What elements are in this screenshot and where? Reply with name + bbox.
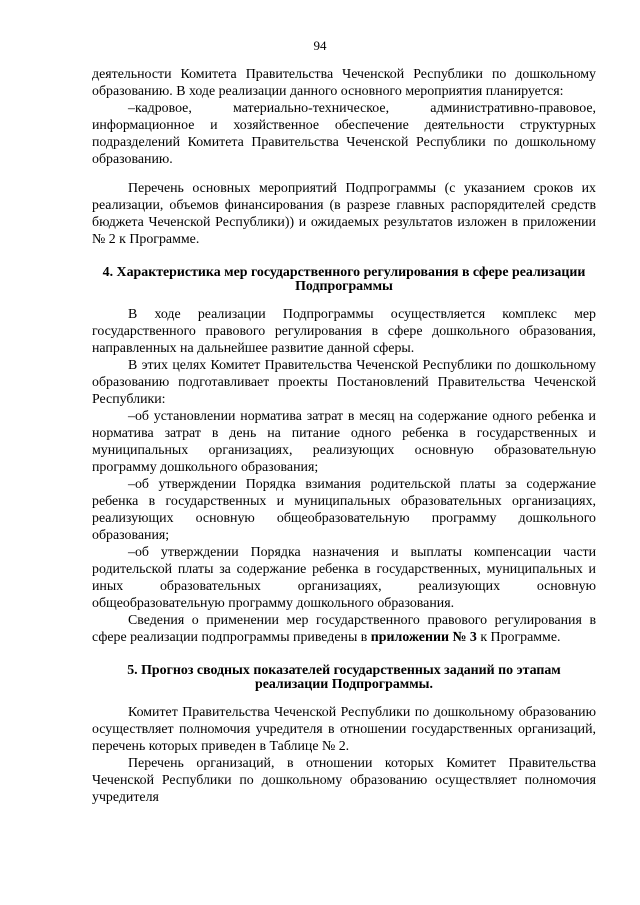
paragraph: В этих целях Комитет Правительства Чеченской Республики по дошкольному образованию подготавливает проекты Постановлений Правительства Чеченской Республики:	[92, 358, 596, 407]
paragraph: –об установлении норматива затрат в месяц на содержание одного ребенка и норматива затрат в день на питание одного ребенка в государственных и муниципальных организациях, реализующих основную образовательную программу дошкольного образования;	[92, 409, 596, 475]
appendix-reference: приложении № 3	[370, 630, 477, 645]
document-body	[92, 66, 596, 806]
paragraph: деятельности Комитета Правительства Чеченской Республики по дошкольному образованию. В ходе реализации данного основного мероприятия планируется:	[92, 67, 596, 99]
paragraph: –об утверждении Порядка взимания родительской платы за содержание ребенка в государственных и муниципальных образовательных организациях, реализующих основную общеобразовательную программу дошкольного образования;	[92, 477, 596, 543]
paragraph: –об утверждении Порядка назначения и выплаты компенсации части родительской платы за содержание ребенка в государственных, муниципальных и иных образовательных организациях, реализующих основную общеобразовательную программу дошкольного образования.	[92, 545, 596, 611]
section-heading-4: 4. Характеристика мер государственного регулирования в сфере реализации Подпрограммы	[102, 265, 586, 294]
paragraph: Комитет Правительства Чеченской Республики по дошкольному образованию осуществляет полномочия учредителя в отношении государственных организаций, перечень которых приведен в Таблице № 2.	[92, 705, 596, 754]
paragraph-text: к Программе.	[476, 630, 561, 645]
section-heading-5: 5. Прогноз сводных показателей государственных заданий по этапам реализации Подпрограммы.	[127, 663, 561, 692]
paragraph: –кадровое, материально-техническое, административно-правовое, информационное и хозяйственное обеспечение деятельности структурных подразделений Комитета Правительства Чеченской Республики по дошкольному образованию.	[92, 101, 596, 167]
page-number: 94	[313, 38, 327, 53]
paragraph	[92, 612, 596, 646]
paragraph: Перечень основных мероприятий Подпрограммы (с указанием сроков их реализации, объемов финансирования (в разрезе главных распорядителей средств бюджета Чеченской Республики)) и ожидаемых результатов изложен в приложении № 2 к Программе.	[92, 181, 596, 247]
paragraph: Перечень организаций, в отношении которых Комитет Правительства Чеченской Республики по дошкольному образованию осуществляет полномочия учредителя	[92, 756, 596, 805]
paragraph-text: Сведения о применении мер государственного правового регулирования в сфере реализации подпрограммы приведены в	[92, 613, 596, 645]
paragraph: В ходе реализации Подпрограммы осуществляется комплекс мер государственного правового регулирования в сфере дошкольного образования, направленных на дальнейшее развитие данной сферы.	[92, 307, 596, 356]
